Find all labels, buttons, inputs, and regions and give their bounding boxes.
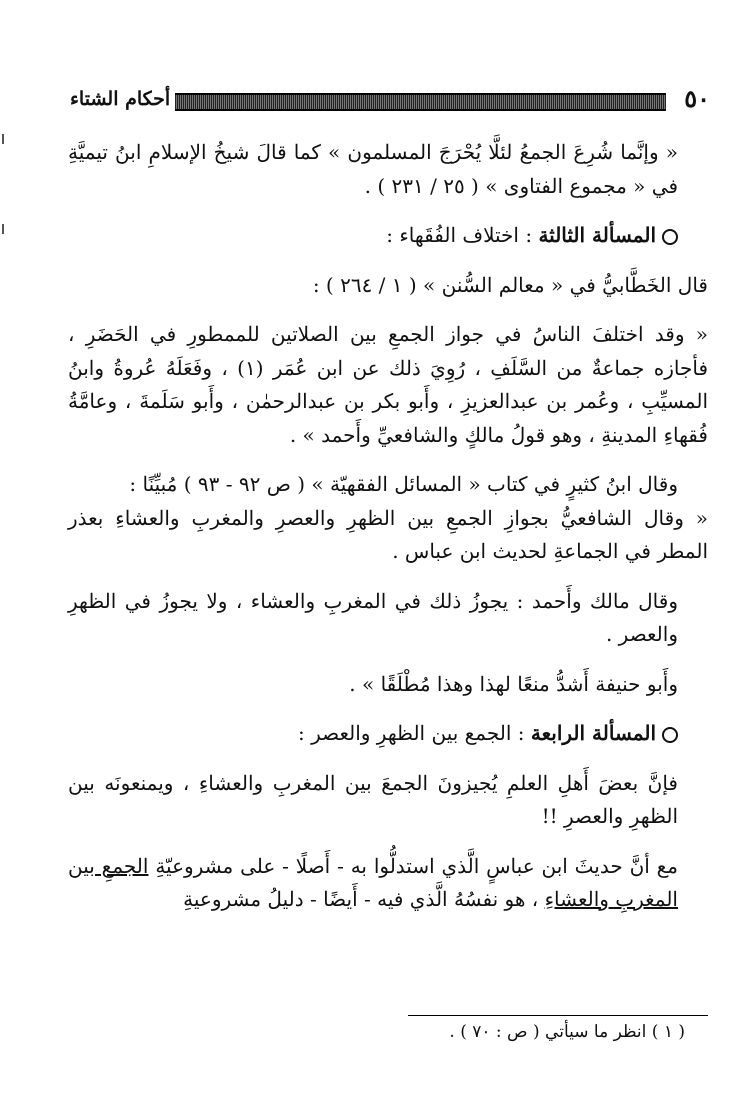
circle-bullet-icon	[662, 229, 678, 245]
body-text	[68, 136, 708, 917]
paragraph: قال الخَطَّابيُّ في « معالم السُّنن » ( ١ / ٢٦٤ ) :	[312, 272, 708, 297]
paragraph: وأَبو حنيفة أَشدُّ منعًا لهذا وهذا مُطْلَقًا » .	[349, 671, 678, 696]
footnote: ( ١ ) انظر ما سيأتي ( ص : ٧٠ ) .	[449, 1022, 685, 1042]
quote-paragraph: « وقال الشافعيُّ بجوازِ الجمعِ بين الظهرِ والعصرِ والمغربِ والعشاءِ بعذر المطر في الجماعةِ لحديث ابن عباس .	[68, 505, 708, 563]
running-title: أحكام الشتاء	[70, 88, 171, 110]
heading-label: المسألة الثالثة	[538, 223, 656, 247]
footnote-rule	[408, 1015, 708, 1016]
underlined-text: الجمعِ بين المغربِ والعشاءِ	[68, 853, 678, 911]
section-heading	[68, 219, 708, 253]
circle-bullet-icon	[662, 727, 678, 743]
section-heading	[68, 717, 708, 751]
page-number: ٥٠	[684, 84, 710, 113]
quote-paragraph: « وقد اختلفَ الناسُ في جواز الجمعِ بين الصلاتين للممطورِ في الحَضَرِ ، فأجازه جماعةٌ من السَّلَفِ ، رُوِيَ ذلك عن ابن عُمَر (١) ، وفَعَلَهُ عُروةُ وابنُ المسيِّبِ ، وعُمر بن عبدالعزيزِ ، وأَبو بكر بن عبدالرحمٰن ، وأَبو سَلَمةَ ، وعامَّةُ فُقهاءِ المدينةِ ، وهو قولُ مالكٍ والشافعيِّ وأَحمد » .	[68, 322, 709, 447]
heading-label: المسألة الرابعة	[530, 721, 656, 745]
paragraph: « وإنَّما شُرِعَ الجمعُ لئلَّا يُحْرَجَ المسلمون » كما قالَ شيخُ الإسلامِ ابنُ تيميَّةِ في « مجموع الفتاوى » ( ٢٥ / ٢٣١ ) .	[68, 140, 678, 198]
paragraph: وقال مالك وأَحمد : يجوزُ ذلك في المغربِ والعشاء ، ولا يجوزُ في الظهرِ والعصر .	[68, 588, 678, 646]
heading-text: : اختلاف الفُقَهاء :	[386, 223, 533, 247]
paragraph	[68, 850, 708, 917]
paragraph: وقال ابنُ كثيرٍ في كتاب « المسائل الفقهيّة » ( ص ٩٢ - ٩٣ ) مُبيِّنًا :	[129, 472, 678, 496]
heading-text: : الجمع بين الظهرِ والعصر :	[298, 721, 525, 745]
page-header	[70, 84, 710, 116]
paragraph: فإنَّ بعضَ أَهلِ العلمِ يُجيزونَ الجمعَ بين المغربِ والعشاءِ ، ويمنعونَه بين الظهرِ والعصرِ !!	[68, 770, 678, 828]
header-rule	[175, 93, 666, 111]
scan-mark	[2, 134, 4, 144]
paragraph-text: مع أنَّ حديثَ ابن عباسٍ الَّذي استدلُّوا به - أَصلًا - على مشروعيّةِ	[155, 853, 679, 878]
scan-mark	[2, 224, 4, 234]
paragraph-text: ، هو نفسُهُ الَّذي فيه - أَيضًا - دليلُ مشروعيةِ	[183, 887, 539, 911]
